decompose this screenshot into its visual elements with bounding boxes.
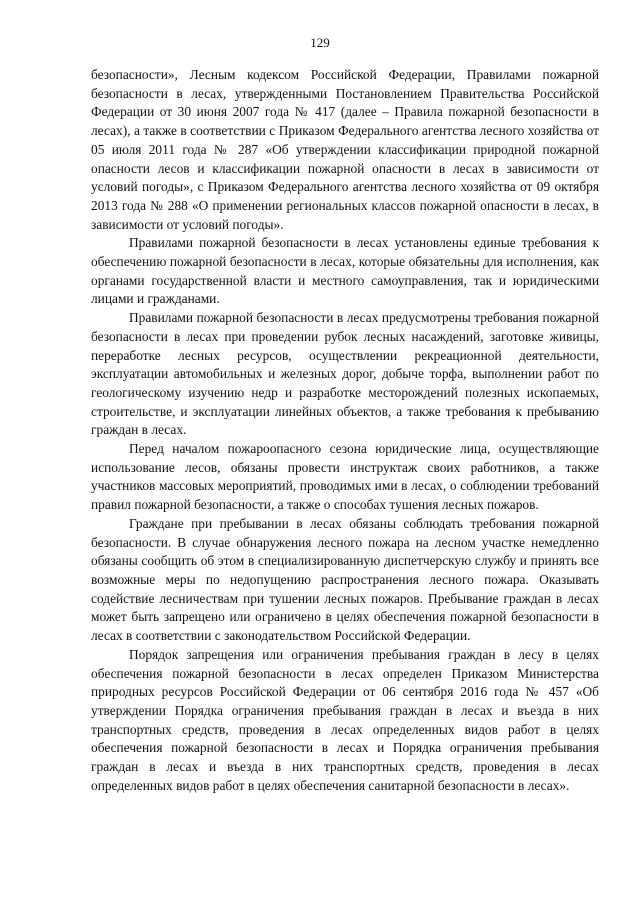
paragraph-restriction-procedure: Порядок запрещения или ограничения пребывания граждан в лесу в целях обеспечения пожарной безопасности в лесах определен Приказом Министерства природных ресурсов Российской Федерации от 06 сентября 2016 года № 457 «Об утверждении Порядка ограничения пребывания граждан в лесах и въезда в них транспортных средств, проведения в лесах определенных видов работ в целях обеспечения пожарной безопасности в лесах и Порядка ограничения пребывания граждан в лесах и въезда в них транспортных средств, проведения в лесах определенных видов работ в целях обеспечения санитарной безопасности в лесах». <box>91 646 599 793</box>
paragraph-continuation: безопасности», Лесным кодексом Российской Федерации, Правилами пожарной безопасности в лесах, утвержденными Постановлением Правительства Российской Федерации от 30 июня 2007 года № 417 (далее – Правила пожарной безопасности в лесах), а также в соответствии с Приказом Федерального агентства лесного хозяйства от 05 июля 2011 года № 287 «Об утверждении классификации природной пожарной опасности лесов и классификации пожарной опасности в лесах в зависимости от условий погоды», с Приказом Федерального агентства лесного хозяйства от 09 октября 2013 года № 288 «О применении региональных классов пожарной опасности в лесах, в зависимости от условий погоды». <box>91 67 599 232</box>
paragraph-briefing-before-season: Перед началом пожароопасного сезона юридические лица, осуществляющие использование лесов, обязаны провести инструктаж своих работников, а также участников массовых мероприятий, проводимых ими в лесах, о соблюдении требований правил пожарной безопасности, а также о способах тушения лесных пожаров. <box>91 441 599 513</box>
paragraph-citizen-obligations: Граждане при пребывании в лесах обязаны соблюдать требования пожарной безопасности. В случае обнаружения лесного пожара на лесном участке немедленно обязаны сообщить об этом в специализированную диспетчерскую службу и принять все возможные меры по недопущению распространения лесного пожара. Оказывать содействие лесничествам при тушении лесных пожаров. Пребывание граждан в лесах может быть запрещено или ограничено в целях обеспечения пожарной безопасности в лесах в соответствии с законодательством Российской Федерации. <box>91 515 599 644</box>
body-text <box>91 66 599 795</box>
paragraph-fire-safety-requirements: Правилами пожарной безопасности в лесах предусмотрены требования пожарной безопасности в лесах при проведении рубок лесных насаждений, заготовке живицы, переработке лесных ресурсов, осуществлении рекреационной деятельности, эксплуатации автомобильных и железных дорог, добыче торфа, выполнении работ по геологическому изучению недр и разработке месторождений полезных ископаемых, строительстве, и эксплуатации линейных объектов, а также требования к пребыванию граждан в лесах. <box>91 310 599 438</box>
page-number: 129 <box>310 35 330 50</box>
paragraph-uniform-requirements: Правилами пожарной безопасности в лесах установлены единые требования к обеспечению пожарной безопасности в лесах, которые обязательны для исполнения, как органами государственной власти и местного самоуправления, так и юридическими лицами и гражданами. <box>91 235 599 307</box>
